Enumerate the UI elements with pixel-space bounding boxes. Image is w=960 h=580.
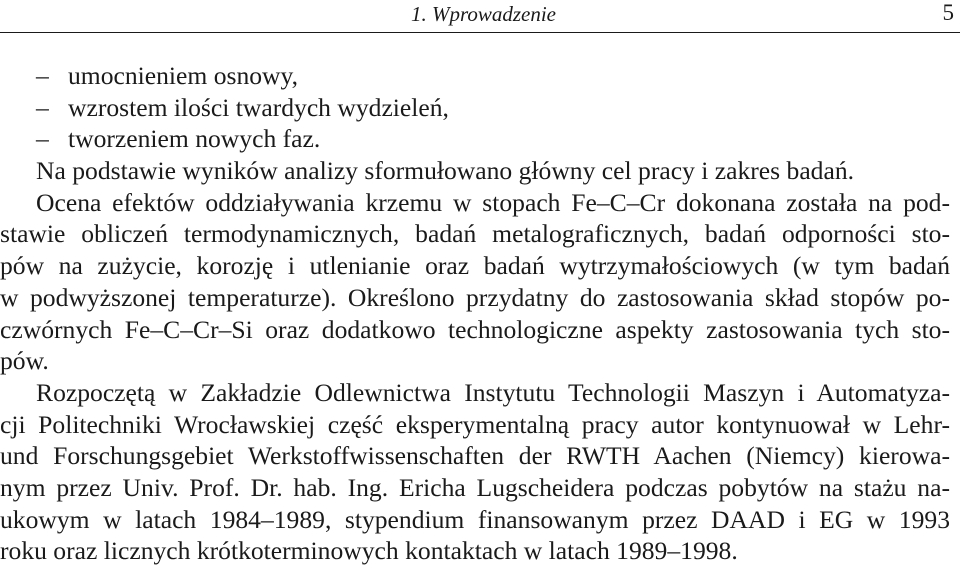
paragraph-line: ukowym w latach 1984–1989, stypendium finansowanym przez DAAD i EG w 1993 xyxy=(0,504,950,534)
paragraph-line: czwórnych Fe–C–Cr–Si oraz dodatkowo technologiczne aspekty zastosowania tych sto- xyxy=(0,314,950,344)
list-item-text: tworzeniem nowych faz. xyxy=(68,124,321,154)
list-dash: – xyxy=(36,124,49,154)
list-item xyxy=(0,123,950,155)
list-item-text: wzrostem ilości twardych wydzieleń, xyxy=(68,92,449,122)
paragraph-line: Na podstawie wyników analizy sformułowano główny cel pracy i zakres badań. xyxy=(36,156,855,186)
paragraph-line: cji Politechniki Wrocławskiej część eksperymentalną pracy autor kontynuował w Lehr- xyxy=(0,409,950,439)
list-item-text: umocnieniem osnowy, xyxy=(68,61,299,90)
page-number: 5 xyxy=(942,0,954,25)
list-dash: – xyxy=(36,61,49,90)
paragraph-line: nym przez Univ. Prof. Dr. hab. Ing. Ericha Lugscheidera podczas pobytów na stażu na- xyxy=(0,472,950,502)
body-text xyxy=(0,60,950,567)
paragraph-line: pów na zużycie, korozję i utlenianie oraz badań wytrzymałościowych (w tym badań xyxy=(0,251,950,281)
list-item xyxy=(0,60,950,92)
running-header xyxy=(0,0,960,33)
paragraph-line: Rozpoczętą w Zakładzie Odlewnictwa Instytutu Technologii Maszyn i Automatyza- xyxy=(36,377,950,407)
paragraph-line: und Forschungsgebiet Werkstoffwissenschaften der RWTH Aachen (Niemcy) kierowa- xyxy=(0,441,950,471)
paragraph-line: w podwyższonej temperaturze). Określono przydatny do zastosowania skład stopów po- xyxy=(0,282,950,312)
paragraph-line: Ocena efektów oddziaływania krzemu w stopach Fe–C–Cr dokonana została na pod- xyxy=(36,187,950,217)
chapter-title: 1. Wprowadzenie xyxy=(410,2,556,26)
paragraph-line: roku oraz licznych krótkoterminowych kontaktach w latach 1989–1998. xyxy=(0,536,738,566)
list-dash: – xyxy=(36,92,49,122)
list-item xyxy=(0,92,950,124)
paragraph-line: pów. xyxy=(0,346,49,376)
paragraph-line: stawie obliczeń termodynamicznych, badań metalograficznych, badań odporności sto- xyxy=(0,219,950,249)
